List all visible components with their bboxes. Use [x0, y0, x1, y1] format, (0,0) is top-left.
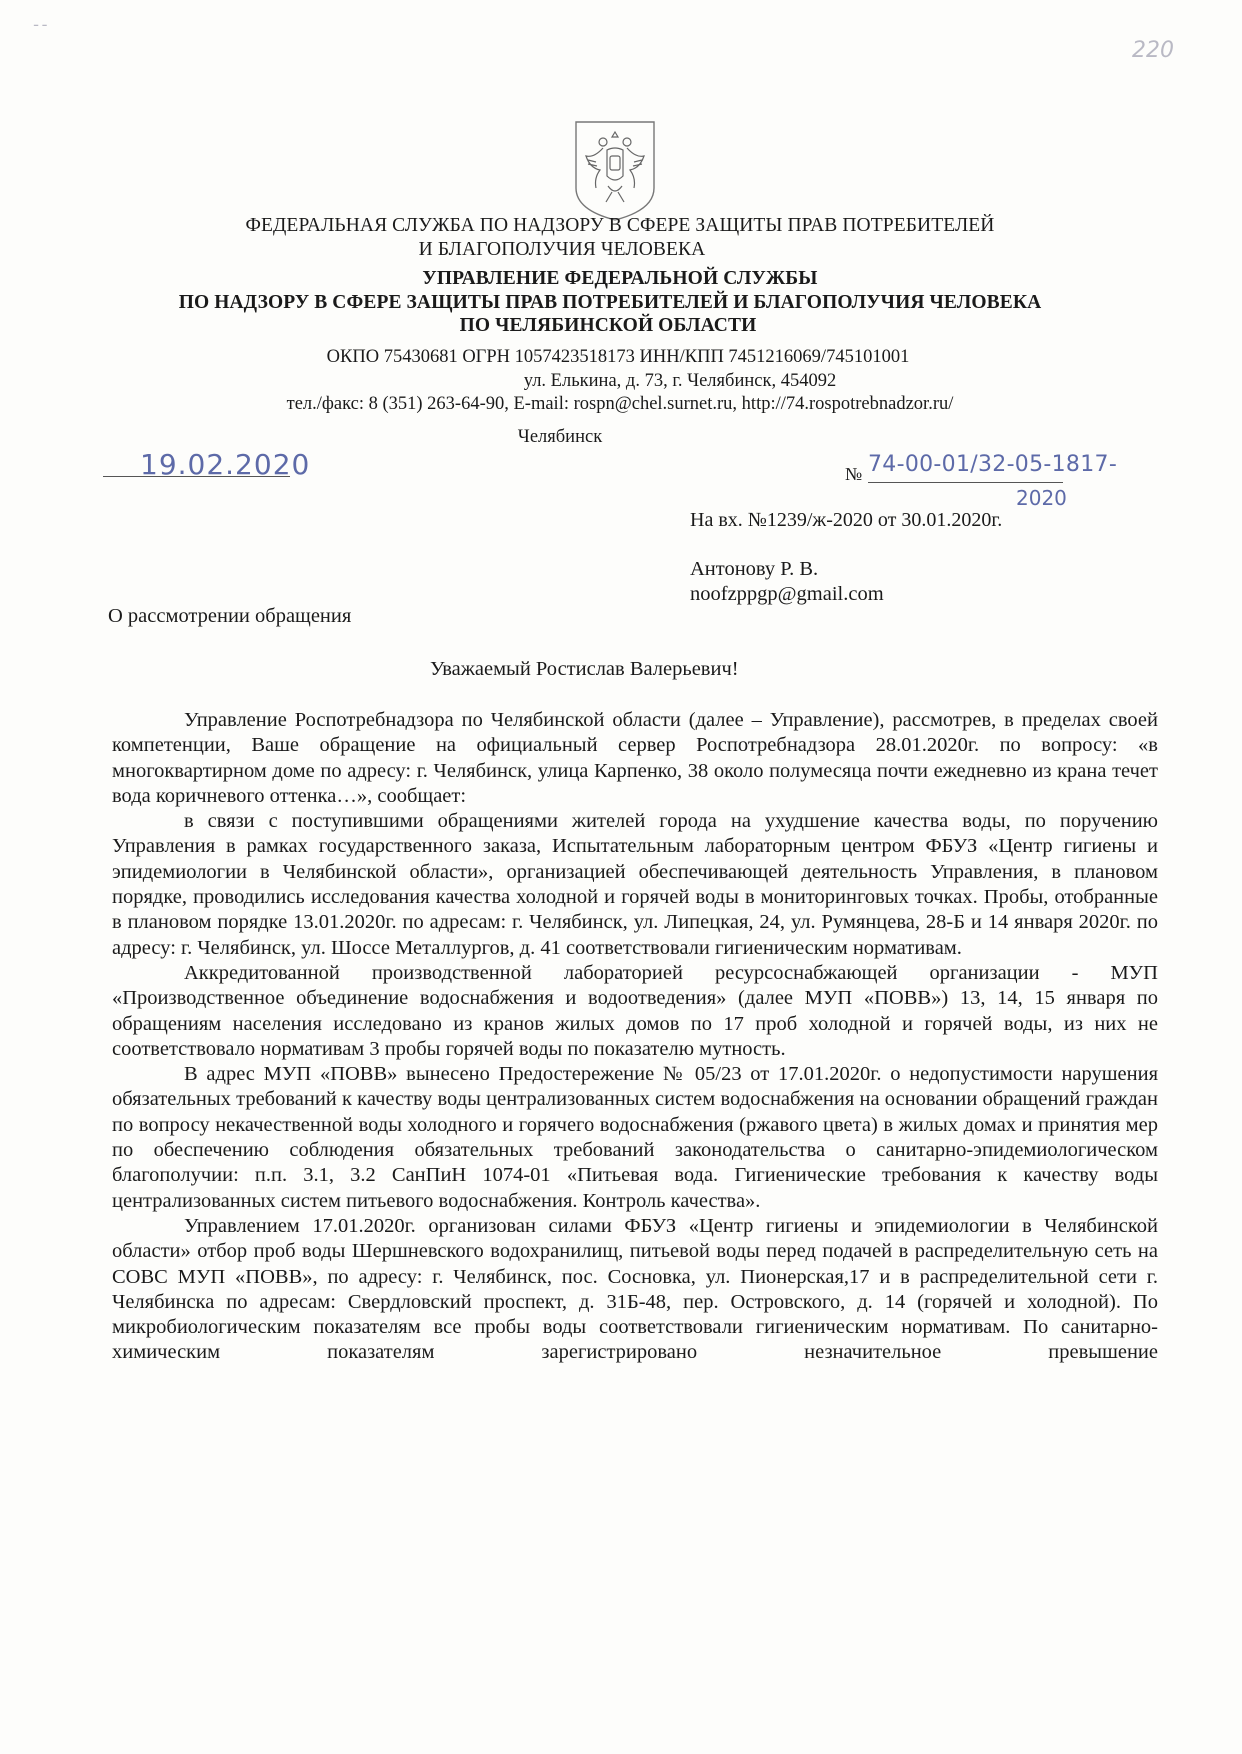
- paragraph-intro: Управление Роспотребнадзора по Челябинской области (далее – Управление), рассмотрев, в пределах своей компетенции, Ваше обращение на официальный сервер Роспотребнадзора 28.01.2020г. по вопросу: «в многоквартирном доме по адресу: г. Челябинск, улица Карпенко, 38 около полумесяца почти ежедневно из крана течет вода коричневого оттенка…», сообщает:: [112, 709, 1158, 807]
- department-name-line2: ПО НАДЗОРУ В СФЕРЕ ЗАЩИТЫ ПРАВ ПОТРЕБИТЕЛЕЙ И БЛАГОПОЛУЧИЯ ЧЕЛОВЕКА: [178, 292, 1042, 313]
- paragraph-monitoring: в связи с поступившими обращениями жителей города на ухудшение качества воды, по поручению Управления в рамках государственного заказа, Испытательным лабораторным центром ФБУЗ «Центр гигиены и эпидемиологии в Челябинской области», организацией обеспечивающей деятельность Управления, в плановом порядке, проводились исследования качества холодной и горячей воды в мониторинговых точках. Пробы, отобранные в плановом порядке 13.01.2020г. по адресам: г. Челябинск, ул. Липецкая, 24, ул. Румянцева, 28-Б и 14 января 2020г. по адресу: г. Челябинск, ул. Шоссе Металлургов, д. 41 соответствовали гигиеническим нормативам.: [112, 810, 1158, 959]
- organization-contacts: тел./факс: 8 (351) 263-64-90, E-mail: rospn@chel.surnet.ru, http://74.rospotrebnadzor.ru/: [286, 394, 954, 414]
- department-name-line3: ПО ЧЕЛЯБИНСКОЙ ОБЛАСТИ: [459, 315, 757, 336]
- recipient-email: noofzppgp@gmail.com: [690, 583, 884, 605]
- agency-name-line1: ФЕДЕРАЛЬНАЯ СЛУЖБА ПО НАДЗОРУ В СФЕРЕ ЗАЩИТЫ ПРАВ ПОТРЕБИТЕЛЕЙ: [245, 215, 995, 236]
- registration-number-year: 2020: [1016, 486, 1067, 510]
- salutation: Уважаемый Ростислав Валерьевич!: [430, 658, 739, 680]
- page-number-mark: 220: [1132, 38, 1174, 63]
- department-name-line1: УПРАВЛЕНИЕ ФЕДЕРАЛЬНОЙ СЛУЖБЫ: [422, 268, 818, 289]
- agency-name-line2: И БЛАГОПОЛУЧИЯ ЧЕЛОВЕКА: [418, 239, 706, 260]
- scan-mark-top-left: ـ ـ: [34, 14, 47, 30]
- letter-body: [112, 708, 1158, 1366]
- recipient-name: Антонову Р. В.: [690, 558, 819, 580]
- paragraph-sampling: Управлением 17.01.2020г. организован силами ФБУЗ «Центр гигиены и эпидемиологии в Челябинской области» отбор проб воды Шершневского водохранилищ, питьевой воды перед подачей в распределительную сеть на СОВС МУП «ПОВВ», по адресу: г. Челябинск, пос. Сосновка, ул. Пионерская,17 и в распределительной сети г. Челябинска по адресам: Свердловский проспект, д. 31Б-48, пер. Островского, д. 14 (горячей и холодной). По микробиологическим показателям все пробы воды соответствовали гигиеническим нормативам. По санитарно-химическим показателям зарегистрировано незначительное превышение: [112, 1214, 1158, 1364]
- paragraph-warning: В адрес МУП «ПОВВ» вынесено Предостережение № 05/23 от 17.01.2020г. о недопустимости нарушения обязательных требований к качеству воды централизованных систем водоснабжения на основании обращений граждан по вопросу некачественной воды холодного и горячего водоснабжения (ржавого цвета) в жилых домах и принятия мер по обеспечению соблюдения обязательных требований законодательства о санитарно-эпидемиологическом благополучии: п.п. 3.1, 3.2 СанПиН 1074-01 «Питьевая вода. Гигиенические требования к качеству воды централизованных систем питьевого водоснабжения. Контроль качества».: [112, 1063, 1158, 1212]
- organization-codes: ОКПО 75430681 ОГРН 1057423518173 ИНН/КПП 7451216069/745101001: [326, 347, 910, 367]
- registration-number-prefix: №: [845, 464, 863, 484]
- registration-date: 19.02.2020: [140, 448, 311, 481]
- registration-number: 74-00-01/32-05-1817-: [868, 452, 1118, 477]
- incoming-reference: На вх. №1239/ж-2020 от 30.01.2020г.: [690, 509, 1003, 531]
- coat-of-arms-icon: [572, 118, 658, 222]
- organization-address: ул. Елькина, д. 73, г. Челябинск, 454092: [523, 371, 837, 391]
- letter-subject: О рассмотрении обращения: [108, 605, 352, 627]
- city-name: Челябинск: [517, 427, 603, 447]
- paragraph-laboratory: Аккредитованной производственной лабораторией ресурсоснабжающей организации - МУП «Производственное объединение водоснабжения и водоотведения» (далее МУП «ПОВВ») 13, 14, 15 января по обращениям населения исследовано из кранов жилых домов по 17 проб холодной и горячей воды, из них не соответствовало нормативам 3 пробы горячей воды по показателю мутность.: [112, 961, 1158, 1060]
- registration-number-line: [868, 482, 1063, 483]
